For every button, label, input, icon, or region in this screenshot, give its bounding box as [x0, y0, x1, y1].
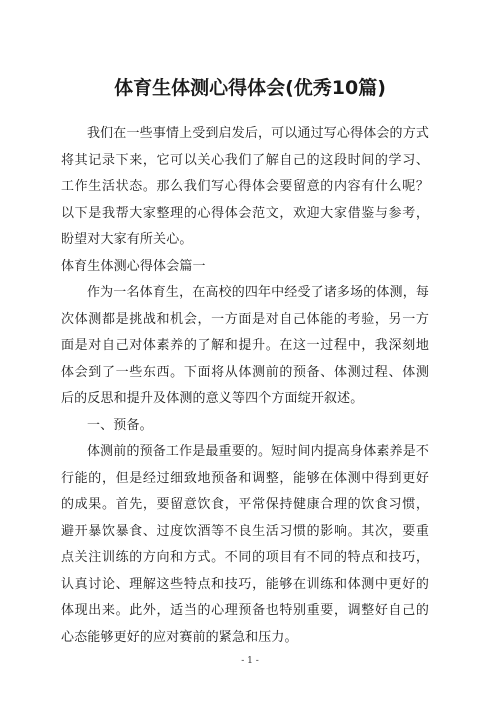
- intro-paragraph: 我们在一些事情上受到启发后，可以通过写心得体会的方式将其记录下来，它可以关心我们了解自己的这段时间的学习、工作生活状态。那么我们写心得体会要留意的内容有什么呢？以下是我帮大家整理的心得体会范文，欢迎大家借鉴与参考，盼望对大家有所关心。: [61, 126, 429, 247]
- paragraph-2: 体测前的预备工作是最重要的。短时间内提高身体素养是不行能的，但是经过细致地预备和调整，能够在体测中得到更好的成果。首先，要留意饮食，平常保持健康合理的饮食习惯，避开暴饮暴食、过度饮酒等不良生活习惯的影响。其次，要重点关注训练的方向和方式。不同的项目有不同的特点和技巧，认真讨论、理解这些特点和技巧，能够在训练和体测中更好的体现出来。此外，适当的心理预备也特别重要，调整好自己的心态能够更好的应对赛前的紧急和压力。: [61, 444, 429, 645]
- paragraph-1: 作为一名体育生，在高校的四年中经受了诸多场的体测，每次体测都是挑战和机会，一方面是对自己体能的考验，另一方面是对自己对体素养的了解和提升。在这一过程中，我深刻地体会到了一些东西。下面将从体测前的预备、体测过程、体测后的反思和提升及体测的意义等四个方面绽开叙述。: [61, 285, 429, 406]
- document-title: 体育生体测心得体会(优秀10篇): [114, 77, 386, 99]
- document-body: [61, 121, 429, 651]
- subheading: 一、预备。: [87, 417, 153, 433]
- section-title: 体育生体测心得体会篇一: [61, 258, 206, 274]
- page-number: - 1 -: [241, 656, 259, 666]
